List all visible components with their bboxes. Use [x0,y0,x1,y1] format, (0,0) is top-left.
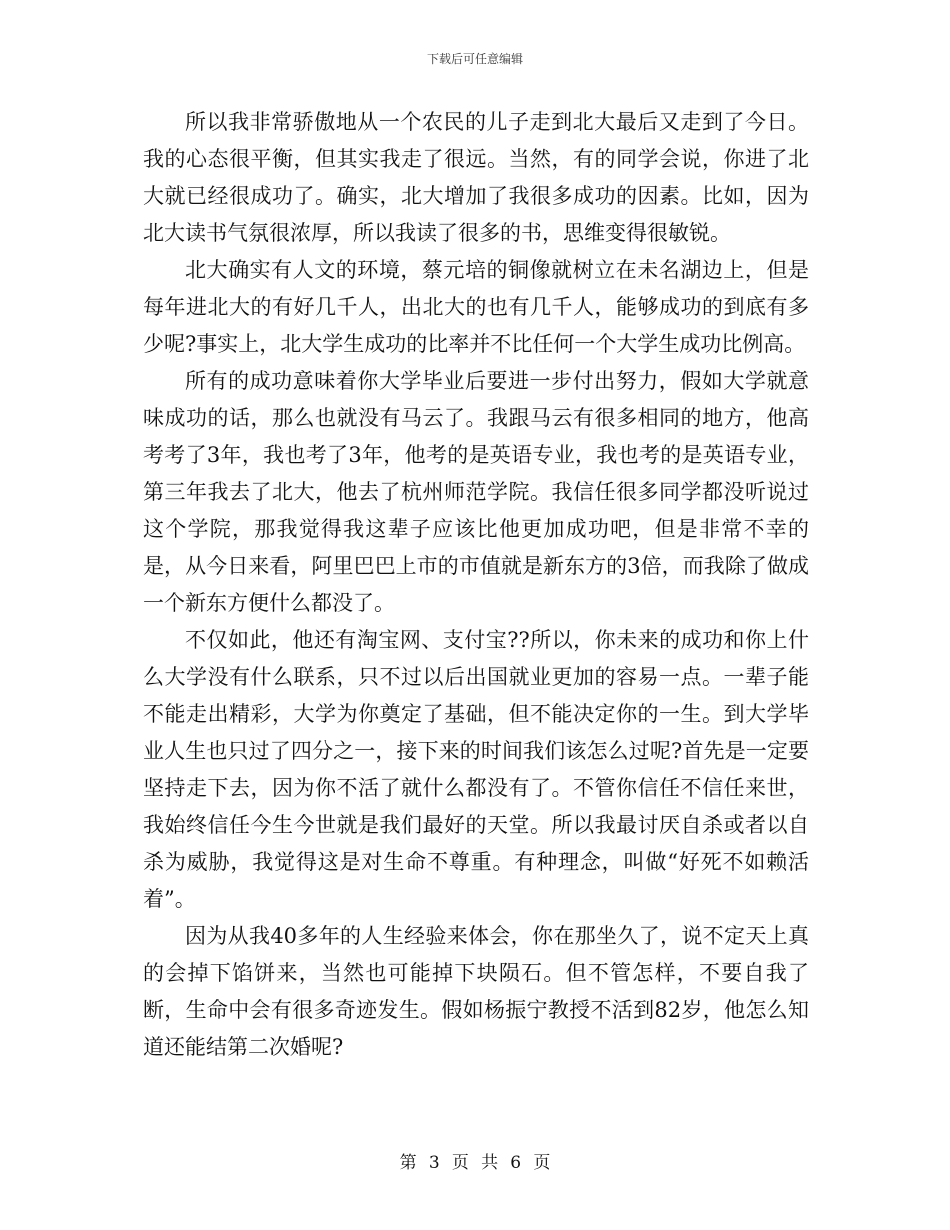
paragraph-4: 不仅如此，他还有淘宝网、支付宝??所以，你未来的成功和你上什么大学没有什么联系，只不过以后出国就业更加的容易一点。一辈子能不能走出精彩，大学为你奠定了基础，但不能决定你的一生。到大学毕业人生也只过了四分之一，接下来的时间我们该怎么过呢?首先是一定要坚持走下去，因为你不活了就什么都没有了。不管你信任不信任来世，我始终信任今生今世就是我们最好的天堂。所以我最讨厌自杀或者以自杀为威胁，我觉得这是对生命不尊重。有种理念，叫做“好死不如赖活着”。 [143,628,809,911]
page-number-footer: 第 3 页 共 6 页 [399,1153,551,1173]
paragraph-2: 北大确实有人文的环境，蔡元培的铜像就树立在未名湖边上，但是每年进北大的有好几千人，出北大的也有几千人，能够成功的到底有多少呢?事实上，北大学生成功的比率并不比任何一个大学生成功比例高。 [143,258,809,356]
page-header: 下载后可任意编辑 [426,52,523,66]
paragraph-5: 因为从我40多年的人生经验来体会，你在那坐久了，说不定天上真的会掉下馅饼来，当然也可能掉下块陨石。但不管怎样，不要自我了断，生命中会有很多奇迹发生。假如杨振宁教授不活到82岁，他怎么知道还能结第二次婚呢? [143,924,809,1059]
document-body [143,104,809,1066]
paragraph-3: 所有的成功意味着你大学毕业后要进一步付出努力，假如大学就意味成功的话，那么也就没有马云了。我跟马云有很多相同的地方，他高考考了3年，我也考了3年，他考的是英语专业，我也考的是英语专业，第三年我去了北大，他去了杭州师范学院。我信任很多同学都没听说过这个学院，那我觉得我这辈子应该比他更加成功吧，但是非常不幸的是，从今日来看，阿里巴巴上市的市值就是新东方的3倍，而我除了做成一个新东方便什么都没了。 [143,369,809,615]
paragraph-1: 所以我非常骄傲地从一个农民的儿子走到北大最后又走到了今日。我的心态很平衡，但其实我走了很远。当然，有的同学会说，你进了北大就已经很成功了。确实，北大增加了我很多成功的因素。比如，因为北大读书气氛很浓厚，所以我读了很多的书，思维变得很敏锐。 [143,110,809,245]
